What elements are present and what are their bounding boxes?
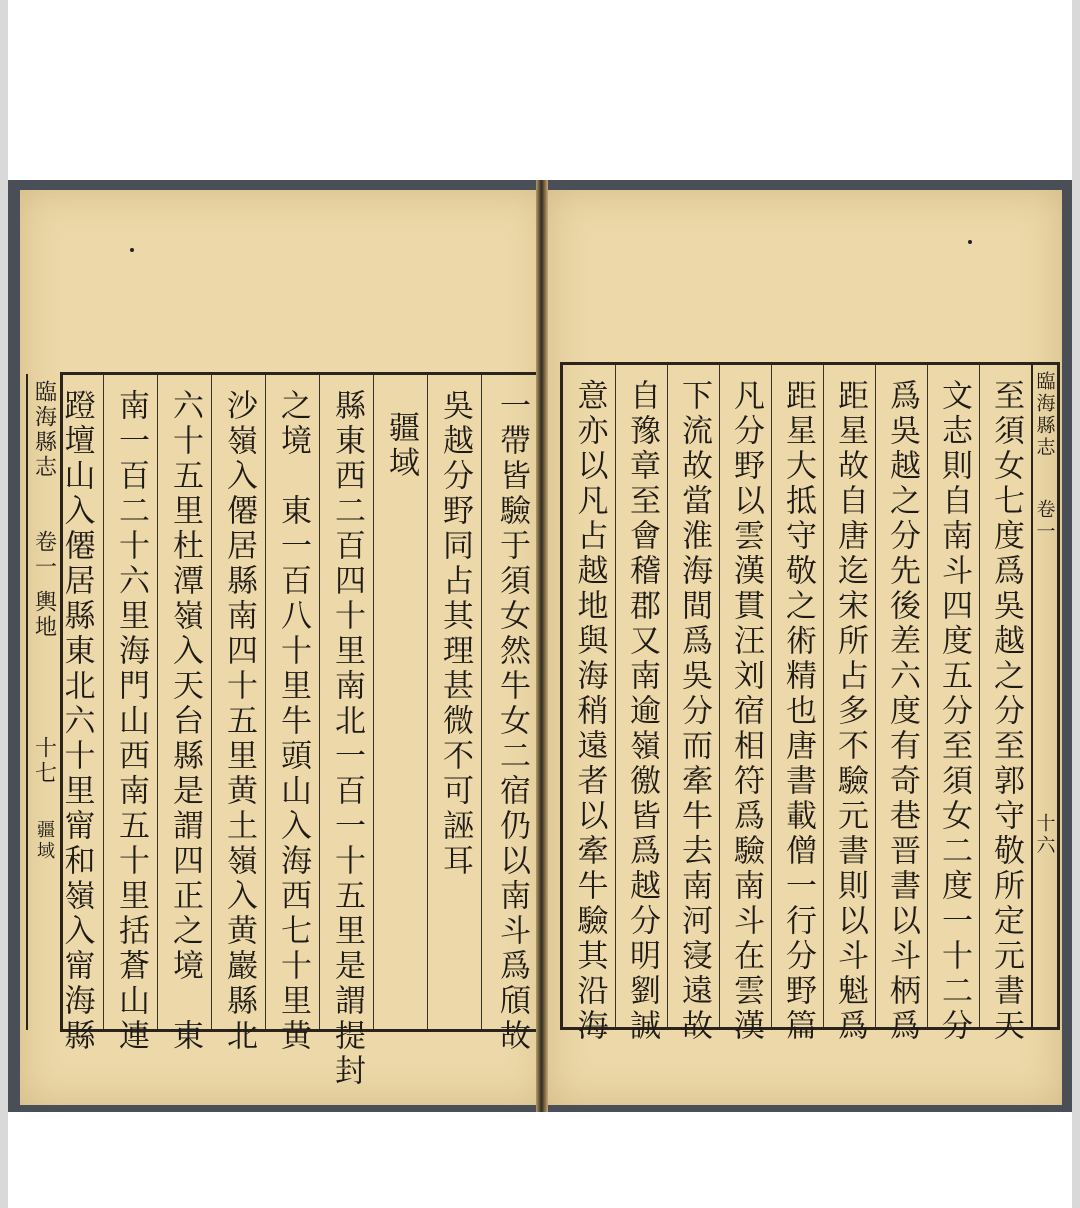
ink-speck [968,240,972,244]
text-column: 下流故當淮海間爲吳分而牽牛去南河寖遠故 [667,365,719,1027]
fore-edge-margin [26,374,60,1030]
text-column: 自豫章至會稽郡又南逾嶺徼皆爲越分明劉誠 [615,365,667,1027]
text-column: 蹬壇山入僊居縣東北六十里甯和嶺入甯海縣 [58,389,95,1054]
right-page [548,190,1062,1105]
left-page [20,190,548,1105]
margin-chapter: 卷一 輿地 [31,530,57,640]
text-column: 意亦以凡占越地與海稍遠者以牽牛驗其沿海 [571,379,608,1044]
text-column: 凡分野以雲漢貫汪刘宿相符爲驗南斗在雲漢 [719,365,771,1027]
text-column: 距星故自唐迄宋所占多不驗元書則以斗魁爲 [823,365,875,1027]
right-text-block [560,362,1060,1044]
screen-border-left [0,0,8,1208]
left-text-block [58,372,544,1089]
text-column-heading: 疆域 [373,375,427,1029]
text-column: 南一百二十六里海門山西南五十里括蒼山連 [103,375,157,1029]
open-book [8,180,1072,1112]
text-column: 六十五里杜潭嶺入天台縣是謂四正之境 東 [157,375,211,1029]
center-margin-column [1031,365,1057,1027]
margin-book-title: 臨海縣志 [1033,371,1056,459]
text-column: 沙嶺入僊居縣南四十五里黄土嶺入黄巖縣北 [211,375,265,1029]
text-column: 縣東西二百四十里南北一百一十五里是謂提封 [319,375,373,1029]
text-column: 之境 東一百八十里牛頭山入海西七十里黄 [265,375,319,1029]
text-column: 至須女七度爲吳越之分至郭守敬所定元書天 [979,365,1031,1027]
margin-page-number: 十六 [1033,813,1056,857]
text-column: 距星大抵守敬之術精也唐書載僧一行分野篇 [771,365,823,1027]
text-column: 一帶皆驗于須女然牛女二宿仍以南斗爲頎故 [481,375,541,1029]
text-column: 文志則自南斗四度五分至須女二度一十二分 [927,365,979,1027]
margin-page-number: 十七 [31,736,57,786]
text-column: 爲吳越之分先後差六度有奇巷晋書以斗柄爲 [875,365,927,1027]
margin-section: 疆域 [34,820,55,862]
book-gutter [536,180,548,1112]
margin-book-title: 臨海縣志 [31,380,57,480]
margin-chapter: 卷一 [1033,499,1056,543]
screen-border-right [1072,0,1080,1208]
ink-speck [130,248,134,252]
text-column: 吳越分野同占其理甚微不可誣耳 [427,375,481,1029]
